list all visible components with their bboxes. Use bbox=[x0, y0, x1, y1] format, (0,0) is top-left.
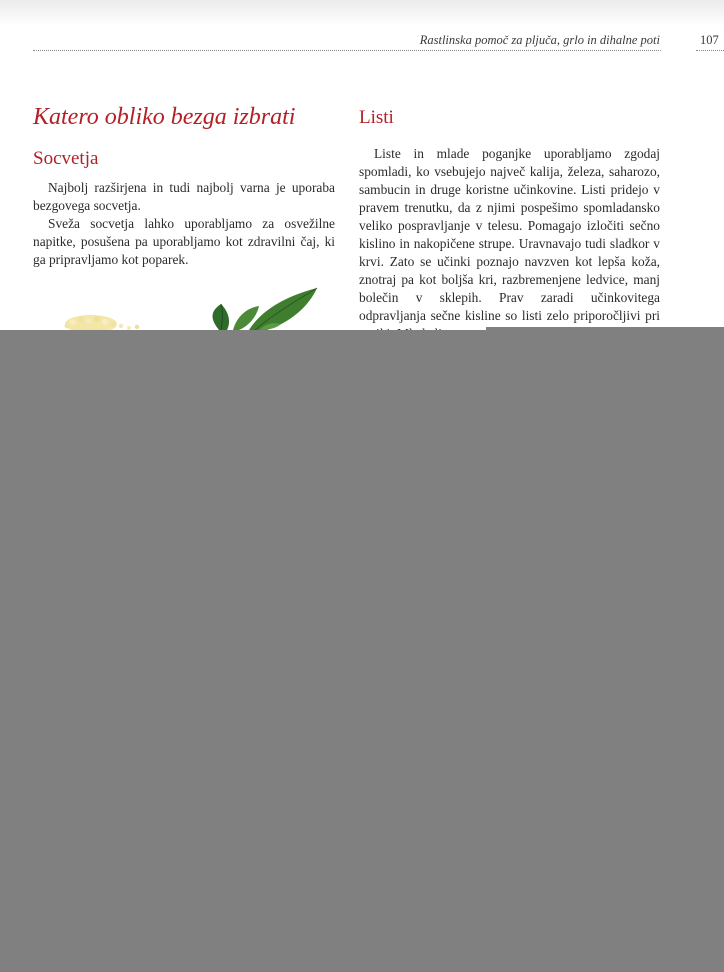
paragraph: Najbolj razširjena in tudi najbolj varna je uporaba bezgovega socvetja. bbox=[33, 180, 335, 213]
paragraph: Liste in mlade poganjke uporabljamo zgodaj spomladi, ko vsebujejo največ kalija, železa, saharozo, sambucin in druge koristne učinkovine. Listi pridejo v pravem trenutku, da z njimi pospešimo spomladansko veliko pospravljanje v telesu. Pomagajo izločiti sečno kislino in nakopičene strupe. Uravnavajo tudi sladkor v krvi. Zato se učinki poznajo navzven kot lepša koža, znotraj pa kot boljša kri, razbremenjene ledvice, manj bolečin v sklepih. Prav zaradi učinkovitega odpravljanja sečne kisline so listi zelo priporočljivi pri bbox=[359, 146, 660, 323]
right-column-text bbox=[359, 145, 660, 343]
leaf-icon bbox=[213, 288, 318, 330]
paragraph: Sveža socvetja lahko uporabljamo za osvežilne napitke, posušena pa uporabljamo kot zdravilni čaj, ki ga pripravljamo kot poparek. bbox=[33, 216, 335, 267]
header-dotted-rule-right bbox=[696, 50, 724, 51]
section-heading-socvetja: Socvetja bbox=[33, 148, 99, 169]
page-top-shadow bbox=[0, 0, 724, 26]
elder-flower-leaves-illustration bbox=[33, 284, 335, 330]
left-column-text bbox=[33, 179, 335, 269]
flower-cluster bbox=[65, 315, 140, 330]
redaction-block bbox=[0, 330, 724, 972]
chapter-title: Katero obliko bezga izbrati bbox=[33, 104, 296, 130]
header-dotted-rule bbox=[33, 50, 661, 51]
page-number: 107 bbox=[700, 33, 719, 47]
section-heading-listi: Listi bbox=[359, 107, 394, 128]
running-header-title: Rastlinska pomoč za pljuča, grlo in dihalne poti bbox=[419, 33, 660, 47]
